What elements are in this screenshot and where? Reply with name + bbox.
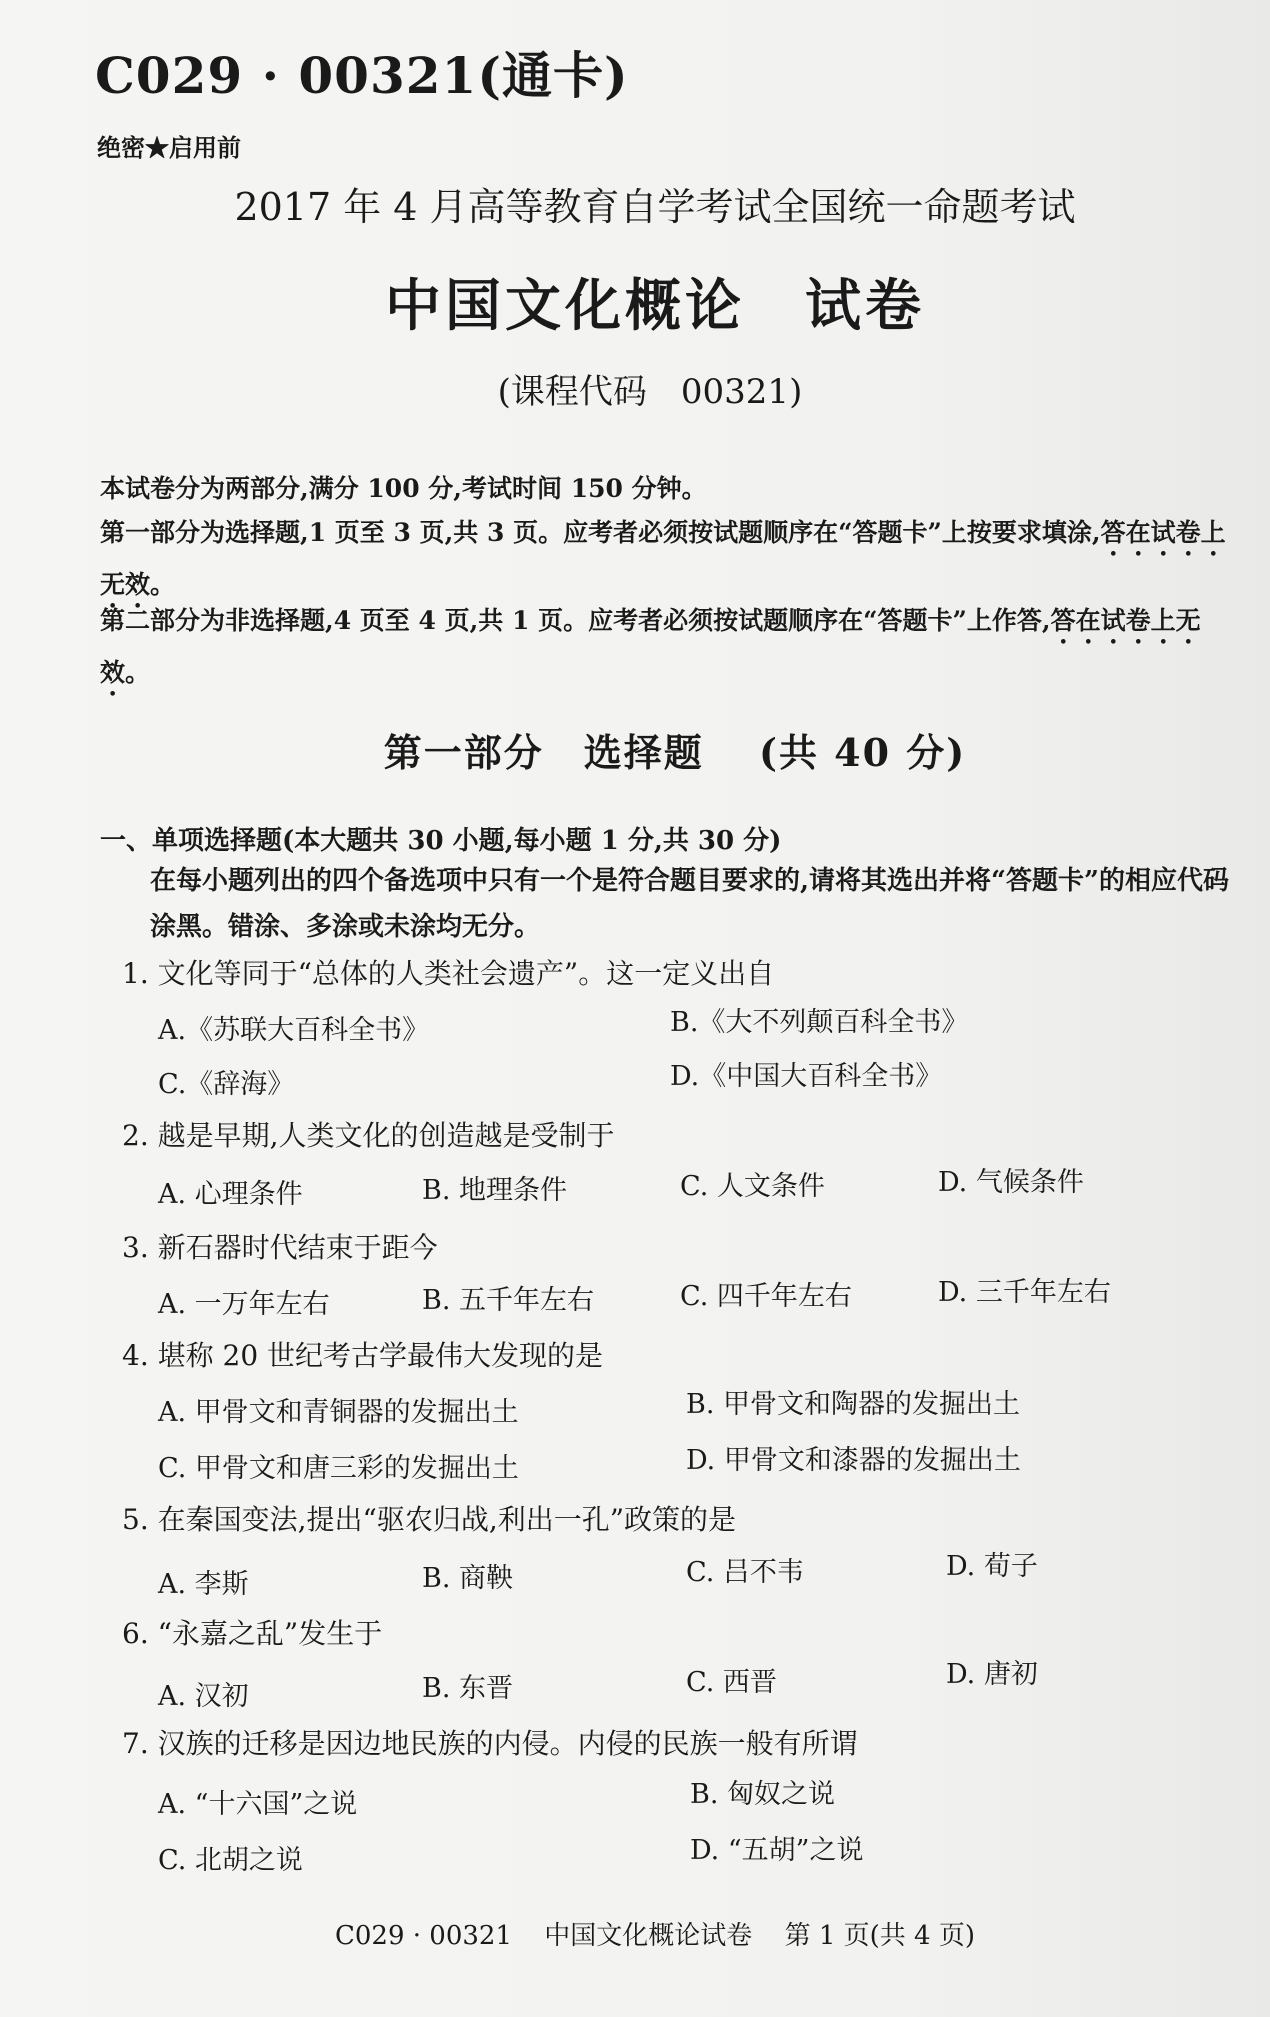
section-heading: 一、单项选择题(本大题共 30 小题,每小题 1 分,共 30 分) (100, 826, 782, 856)
question-3-option-b: B. 五千年左右 (422, 1285, 595, 1316)
question-7-stem: 7. 汉族的迁移是因边地民族的内侵。内侵的民族一般有所谓 (122, 1727, 858, 1760)
question-4-option-a: A. 甲骨文和青铜器的发掘出土 (158, 1397, 519, 1428)
instruction-line-3-emphasis: 答在试卷上无效 (100, 606, 1201, 687)
question-6-option-a: A. 汉初 (158, 1681, 249, 1712)
question-6-option-d: D. 唐初 (946, 1659, 1038, 1690)
confidential-label: 绝密★启用前 (97, 133, 241, 162)
question-3-option-d: D. 三千年左右 (938, 1277, 1111, 1308)
question-4-option-c: C. 甲骨文和唐三彩的发掘出土 (158, 1453, 519, 1484)
question-2-option-c: C. 人文条件 (680, 1171, 825, 1202)
subject-title: 中国文化概论 试卷 (385, 273, 925, 339)
course-code: (课程代码 00321) (497, 372, 803, 412)
question-5-option-d: D. 荀子 (946, 1551, 1038, 1582)
question-7-option-a: A. “十六国”之说 (158, 1789, 358, 1820)
question-4-option-b: B. 甲骨文和陶器的发掘出土 (686, 1389, 1021, 1420)
question-7-option-b: B. 匈奴之说 (690, 1779, 836, 1810)
footer-title: 中国文化概论试卷 (544, 1921, 753, 1951)
question-2-option-a: A. 心理条件 (158, 1179, 303, 1210)
question-1-option-b: B.《大不列颠百科全书》 (670, 1007, 969, 1038)
instruction-line-3-end: 。 (125, 658, 151, 687)
page-footer (0, 1915, 1270, 1952)
question-4-option-d: D. 甲骨文和漆器的发掘出土 (686, 1445, 1021, 1476)
question-6-stem: 6. “永嘉之乱”发生于 (122, 1617, 383, 1650)
question-4-stem: 4. 堪称 20 世纪考古学最伟大发现的是 (122, 1339, 604, 1372)
instruction-line-3 (100, 598, 1240, 702)
instruction-line-2-end: 。 (150, 570, 176, 599)
instruction-line-1: 本试卷分为两部分,满分 100 分,考试时间 150 分钟。 (100, 474, 707, 503)
question-2-option-d: D. 气候条件 (938, 1167, 1084, 1198)
question-3-stem: 3. 新石器时代结束于距今 (122, 1231, 438, 1264)
section-description: 在每小题列出的四个备选项中只有一个是符合题目要求的,请将其选出并将“答题卡”的相应代码涂黑。错涂、多涂或未涂均无分。 (150, 866, 1229, 942)
footer-page-number: 第 1 页(共 4 页) (784, 1921, 975, 1951)
question-5-option-b: B. 商鞅 (422, 1563, 514, 1594)
question-3-option-a: A. 一万年左右 (158, 1289, 330, 1320)
instruction-line-2-text: 第一部分为选择题,1 页至 3 页,共 3 页。应考者必须按试题顺序在“答题卡”上按要求填涂, (100, 518, 1101, 547)
question-3-option-c: C. 四千年左右 (680, 1281, 852, 1312)
question-2-stem: 2. 越是早期,人类文化的创造越是受制于 (122, 1119, 615, 1152)
question-7-option-d: D. “五胡”之说 (690, 1835, 864, 1866)
question-1-option-c: C.《辞海》 (158, 1069, 295, 1100)
question-1-option-a: A.《苏联大百科全书》 (158, 1015, 430, 1046)
question-1-option-d: D.《中国大百科全书》 (670, 1061, 943, 1092)
question-1-stem: 1. 文化等同于“总体的人类社会遗产”。这一定义出自 (122, 957, 775, 990)
question-6-option-b: B. 东晋 (422, 1673, 514, 1704)
question-6-option-c: C. 西晋 (686, 1667, 777, 1698)
question-5-option-a: A. 李斯 (158, 1569, 249, 1600)
instruction-line-2-emphasis: 答在试卷上无效 (100, 518, 1226, 599)
instruction-line-3-text: 第二部分为非选择题,4 页至 4 页,共 1 页。应考者必须按试题顺序在“答题卡”上作答, (100, 606, 1051, 635)
footer-code: C029 · 00321 (334, 1921, 513, 1951)
question-5-stem: 5. 在秦国变法,提出“驱农归战,利出一孔”政策的是 (122, 1503, 737, 1536)
paper-code: C029 · 00321(通卡) (95, 46, 629, 105)
part-one-title: 第一部分 选择题 (共 40 分) (383, 730, 967, 775)
question-7-option-c: C. 北胡之说 (158, 1845, 303, 1876)
exam-title: 2017 年 4 月高等教育自学考试全国统一命题考试 (234, 185, 1076, 229)
question-5-option-c: C. 吕不韦 (686, 1557, 804, 1588)
question-2-option-b: B. 地理条件 (422, 1175, 568, 1206)
